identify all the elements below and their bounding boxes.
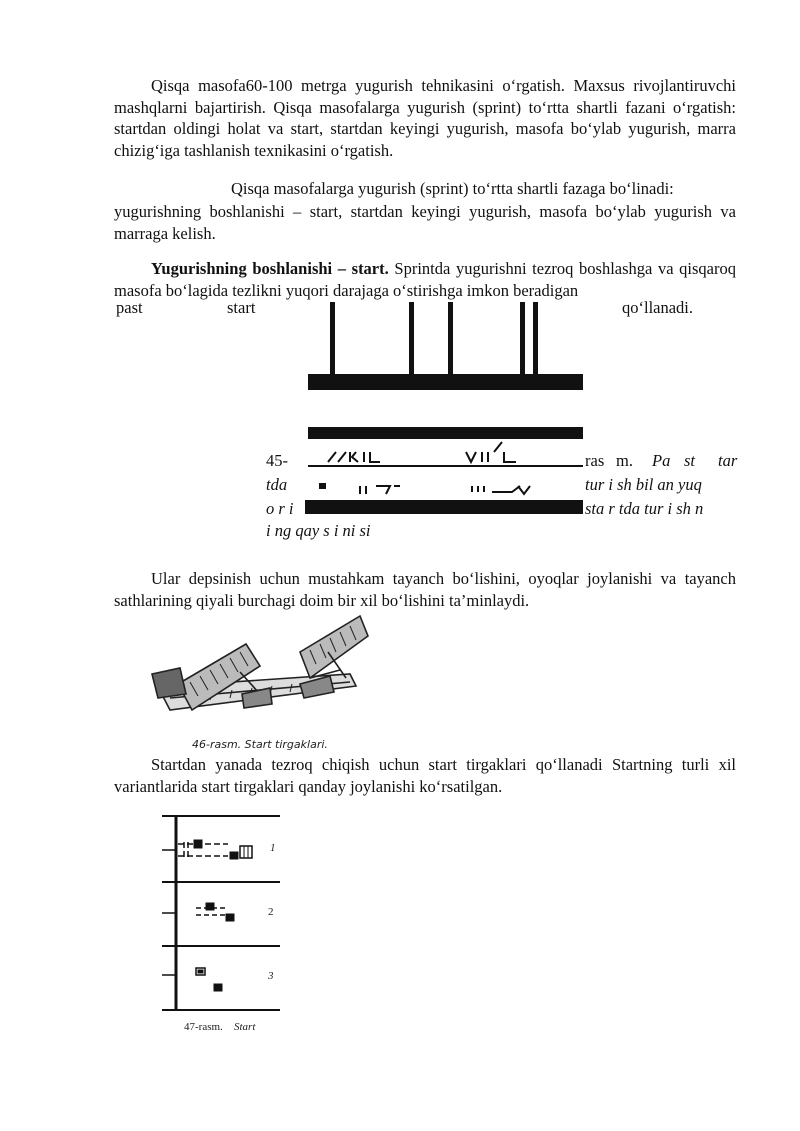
fig45-glyph-row-1 xyxy=(308,442,583,466)
fig47-caption-num: 47-rasm. xyxy=(184,1021,223,1033)
fig45-post-5 xyxy=(533,302,538,374)
fig45-bar-2 xyxy=(308,427,583,439)
fig47-label-2: 2 xyxy=(268,906,274,918)
fig45-bar-3 xyxy=(305,500,583,514)
paragraph-depsinish: Ular depsinish uchun mustahkam tayanch bo‘lishini, oyoqlar joylanishi va tayanch sathlarining qiyali burchagi doim bir xil bo‘lishini ta’minlaydi. xyxy=(114,569,736,610)
fig45-tda: tda xyxy=(266,475,288,494)
start-heading: Yugurishning boshlanishi – start. xyxy=(151,259,389,278)
paragraph-start-blocks: Startdan yanada tezroq chiqish uchun start tirgaklari qo‘llanadi Startning turli xil variantlarida start tirgaklari qanday joylanishi ko‘rsatilgan. xyxy=(114,755,736,796)
fig45-post-2 xyxy=(409,302,414,374)
fig45-m: m. xyxy=(616,451,633,470)
paragraph-phases-rest: yugurishning boshlanishi – start, startdan keyingi yugurish, masofa bo‘ylab yugurish va marraga kelish. xyxy=(114,202,736,243)
fig45-line3-right: sta r tda tur i sh n xyxy=(585,499,704,518)
fig46-caption: 46-rasm. Start tirgaklari. xyxy=(192,738,328,751)
fig47-label-1: 1 xyxy=(270,842,276,854)
fig45-number: 45- xyxy=(266,451,288,470)
fig45-tar: tar xyxy=(718,451,738,470)
fragment-qollanadi: qo‘llanadi. xyxy=(622,298,694,317)
figure-46-starting-blocks xyxy=(150,612,370,737)
fig47-label-3: 3 xyxy=(268,970,274,982)
fig45-post-3 xyxy=(448,302,453,374)
fig45-line2-right: tur i sh bil an yuq xyxy=(585,475,702,494)
fragment-start: start xyxy=(227,298,256,317)
fig45-bar-1 xyxy=(308,374,583,390)
start-text: Sprintda yugurishni tezroq boshlashga va qisqaroq masofa bo‘lagida tezlikni yuqori darajaga o‘stirishga imkon beradigan xyxy=(114,259,737,300)
fig45-line4: i ng qay s i ni si xyxy=(266,521,371,540)
fig45-ras: ras xyxy=(585,451,605,470)
fig45-st: st xyxy=(684,451,696,470)
paragraph-phases-first-line: Qisqa masofalarga yugurish (sprint) to‘rtta shartli fazaga bo‘linadi: xyxy=(231,179,674,198)
fragment-past: past xyxy=(116,298,143,317)
fig45-pa: Pa xyxy=(652,451,671,470)
fig45-glyph-row-2 xyxy=(320,484,530,494)
paragraph-sprint-technique: Qisqa masofa60-100 metrga yugurish tehnikasini o‘rgatish. Maxsus rivojlantiruvchi mashqlarni bajartirish. Qisqa masofalarga yugurish (sprint) to‘rtta shartli fazani o‘rgatish: startdan oldingi holat va start, startdan keyingi yugurish, masofa bo‘ylab yugurish, marra chizig‘iga tashlanish texnikasini o‘rgatish. xyxy=(114,76,736,160)
fig47-caption-word: Start xyxy=(234,1021,256,1033)
fig45-post-1 xyxy=(330,302,335,374)
fig45-post-4 xyxy=(520,302,525,374)
fig45-ori: o r i xyxy=(266,499,294,518)
